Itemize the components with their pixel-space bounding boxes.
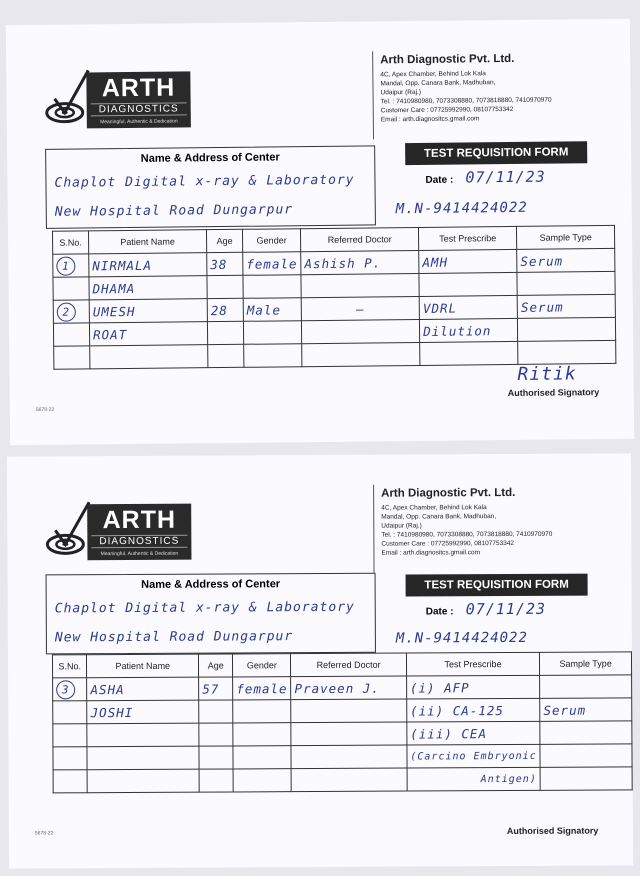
requisition-slip-2	[7, 453, 633, 868]
row-referred-doctor	[302, 319, 420, 343]
center-address-box	[45, 145, 376, 228]
company-address-3: Udaipur (Raj.)	[380, 88, 422, 97]
row-patient-name: ASHA	[87, 677, 199, 701]
logo-wordmark	[86, 71, 191, 128]
col-referred-doctor: Referred Doctor	[291, 653, 407, 677]
col-sno: S.No.	[52, 231, 88, 254]
row-referred-doctor	[291, 745, 407, 769]
company-address-2: Mandal, Opp. Canara Bank, Madhuban,	[381, 513, 497, 521]
table-header-row	[52, 652, 631, 678]
company-care: Customer Care : 07725992990, 08107753342	[380, 105, 514, 115]
col-test-prescribe: Test Prescribe	[419, 226, 517, 250]
row-sno	[53, 678, 87, 701]
row-sample	[540, 767, 632, 790]
row-gender	[233, 769, 291, 792]
target-check-icon	[45, 500, 91, 562]
logo-subtitle: DIAGNOSTICS	[91, 535, 187, 549]
header-divider	[372, 51, 374, 139]
mobile-number: M.N-9414424022	[395, 199, 528, 218]
center-line-2: New Hospital Road Dungarpur	[54, 629, 294, 646]
row-sno	[53, 300, 89, 323]
row-sample	[540, 675, 632, 698]
row-patient-name	[90, 345, 208, 369]
col-gender: Gender	[233, 654, 291, 677]
target-check-icon	[44, 68, 91, 130]
table-row	[53, 721, 632, 747]
col-patient-name: Patient Name	[87, 654, 199, 678]
company-address-1: 4C, Apex Chamber, Behind Lok Kala	[380, 70, 486, 79]
company-email: Email : arth.diagnositcs.gmail.com	[380, 115, 480, 124]
col-sno: S.No.	[52, 655, 86, 678]
row-referred-doctor: Ashish P.	[301, 250, 419, 274]
row-patient-name: JOSHI	[87, 700, 199, 724]
date-value: 07/11/23	[465, 599, 547, 619]
row-patient-name: UMESH	[89, 299, 207, 323]
row-referred-doctor	[291, 722, 407, 746]
row-patient-name: ROAT	[89, 322, 207, 346]
signature-label: Authorised Signatory	[506, 825, 599, 837]
row-sno	[54, 346, 90, 369]
company-info	[381, 485, 631, 557]
center-header: Name & Address of Center	[141, 578, 281, 591]
logo-title: ARTH	[101, 73, 176, 103]
logo-wordmark	[87, 504, 191, 561]
company-name: Arth Diagnostic Pvt. Ltd.	[380, 52, 515, 67]
form-title: TEST REQUISITION FORM	[405, 141, 587, 165]
center-header: Name & Address of Center	[140, 151, 280, 165]
row-patient-name: NIRMALA	[89, 253, 207, 277]
requisition-slip-1	[6, 19, 634, 446]
center-line-1: Chaplot Digital x-ray & Laboratory	[54, 172, 355, 191]
row-sample	[518, 340, 616, 364]
row-gender: female	[233, 677, 291, 700]
row-sample: Serum	[517, 248, 615, 272]
company-address-2: Mandal, Opp. Canara Bank, Madhuban,	[380, 79, 496, 88]
form-code: 5678-22	[34, 830, 54, 837]
row-referred-doctor	[302, 342, 420, 366]
row-gender	[243, 275, 301, 299]
col-sample-type: Sample Type	[517, 225, 615, 249]
arth-logo	[44, 63, 195, 129]
row-patient-name: DHAMA	[89, 276, 207, 300]
table-row	[53, 675, 632, 701]
row-referred-doctor: Praveen J.	[291, 676, 407, 700]
row-gender: female	[243, 252, 301, 276]
row-test: AMH	[419, 249, 517, 273]
row-sample	[540, 721, 632, 744]
table-row	[53, 698, 632, 724]
arth-logo	[45, 496, 195, 561]
row-age	[199, 769, 233, 792]
row-age	[208, 344, 244, 367]
patient-table	[52, 651, 633, 793]
row-patient-name	[87, 746, 199, 770]
form-title: TEST REQUISITION FORM	[406, 574, 588, 597]
logo-tagline: Meaningful, Authentic & Dedication	[100, 118, 178, 126]
row-gender	[233, 746, 291, 769]
row-test	[419, 272, 517, 296]
logo-tagline: Meaningful, Authentic & Dedication	[100, 550, 179, 558]
col-age: Age	[206, 229, 242, 252]
row-sno	[53, 323, 89, 346]
header-divider	[373, 485, 374, 573]
row-gender	[243, 321, 301, 345]
table-row	[53, 767, 632, 793]
row-sno	[53, 277, 89, 300]
sno-circle: 2	[57, 302, 76, 321]
row-sno	[53, 770, 87, 793]
mobile-number: M.N-9414424022	[395, 629, 528, 647]
row-sno	[53, 747, 87, 770]
row-age	[199, 700, 233, 723]
row-sno	[53, 254, 89, 277]
sno-circle: 3	[56, 680, 75, 699]
row-sample	[540, 744, 632, 767]
row-test: (i) AFP	[406, 675, 539, 699]
row-test: (Carcino Embryonic	[407, 744, 540, 768]
row-patient-name	[87, 723, 199, 747]
row-age: 57	[199, 677, 233, 700]
row-sample	[518, 317, 616, 341]
row-sample: Serum	[540, 698, 632, 721]
row-test: (ii) CA-125	[407, 698, 540, 722]
logo-subtitle: DIAGNOSTICS	[91, 102, 187, 116]
row-gender	[233, 723, 291, 746]
row-test: Antigen)	[407, 767, 540, 791]
center-line-2: New Hospital Road Dungarpur	[54, 202, 294, 220]
col-sample-type: Sample Type	[540, 652, 632, 675]
company-name: Arth Diagnostic Pvt. Ltd.	[381, 486, 516, 500]
row-referred-doctor	[301, 273, 419, 297]
row-sno	[53, 701, 87, 724]
row-gender	[244, 344, 302, 368]
row-test: VDRL	[419, 295, 517, 319]
row-sno	[53, 724, 87, 747]
company-address-1: 4C, Apex Chamber, Behind Lok Kala	[381, 504, 487, 512]
date-value: 07/11/23	[465, 167, 546, 187]
company-info	[380, 51, 631, 125]
row-age: 38	[207, 252, 243, 275]
logo-title: ARTH	[102, 505, 177, 535]
col-test-prescribe: Test Prescribe	[406, 652, 539, 676]
table-row	[53, 744, 632, 770]
patient-table	[52, 225, 617, 370]
center-address-box	[46, 573, 376, 655]
row-age	[199, 746, 233, 769]
company-address-3: Udaipur (Raj.)	[381, 522, 422, 530]
col-gender: Gender	[242, 229, 300, 253]
row-sample	[517, 271, 615, 295]
row-test	[420, 341, 518, 365]
signature: Ritik	[517, 363, 577, 385]
row-referred-doctor	[291, 768, 407, 792]
row-age: 28	[207, 298, 243, 321]
row-age	[207, 321, 243, 344]
row-sample: Serum	[517, 294, 615, 318]
row-age	[199, 723, 233, 746]
row-gender	[233, 700, 291, 723]
row-test: Dilution	[420, 318, 518, 342]
row-referred-doctor	[291, 699, 407, 723]
company-tel: Tel. : 7410980980, 7073308880, 7073818880, 7410970970	[380, 96, 552, 106]
col-patient-name: Patient Name	[88, 230, 206, 254]
signature-label: Authorised Signatory	[507, 387, 600, 399]
date-label: Date :	[425, 606, 454, 618]
col-age: Age	[199, 654, 233, 677]
row-referred-doctor: —	[301, 296, 419, 320]
center-line-1: Chaplot Digital x-ray & Laboratory	[54, 599, 355, 617]
row-test: (iii) CEA	[407, 721, 540, 745]
company-email: Email : arth.diagnositcs.gmail.com	[381, 549, 481, 557]
date-label: Date :	[425, 174, 454, 186]
row-gender: Male	[243, 298, 301, 322]
row-patient-name	[87, 769, 199, 793]
form-code: 5678-22	[35, 406, 55, 413]
company-care: Customer Care : 07725992990, 08107753342	[381, 539, 515, 548]
company-tel: Tel. : 7410980980, 7073308880, 7073818880, 7410970970	[381, 530, 553, 539]
col-referred-doctor: Referred Doctor	[301, 227, 419, 251]
sno-circle: 1	[56, 256, 75, 275]
row-age	[207, 275, 243, 298]
